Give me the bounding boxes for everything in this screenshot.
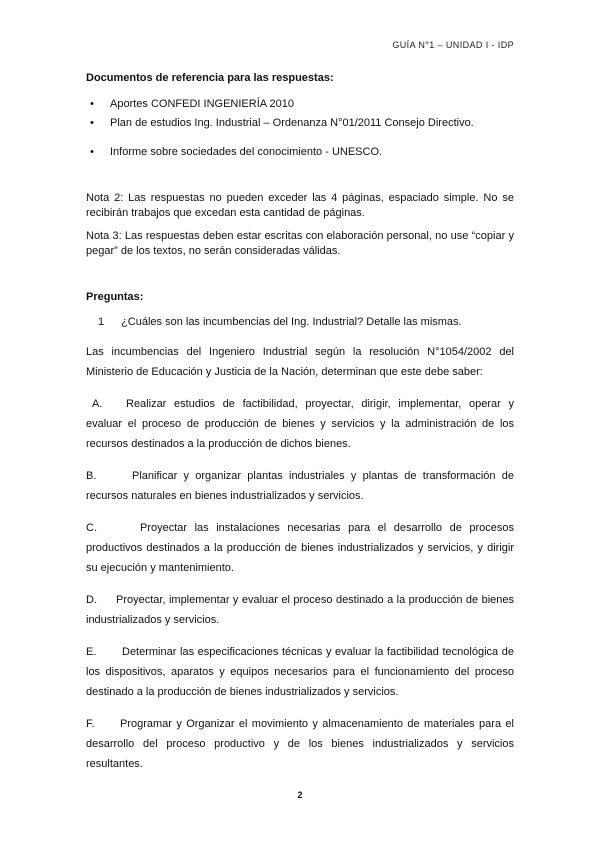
item-text: Realizar estudios de factibilidad, proyectar, dirigir, implementar, operar y evaluar el proceso de producción de bienes y servicios y la administración de los recursos destinados a la producción de dichos bienes. xyxy=(86,398,514,450)
question-number: 1 xyxy=(98,316,105,328)
questions-title: Preguntas: xyxy=(86,291,144,303)
incumbency-item-f xyxy=(86,714,514,774)
references-title: Documentos de referencia para las respuestas: xyxy=(86,72,334,84)
list-item xyxy=(86,96,514,112)
reference-text: Informe sobre sociedades del conocimiento - UNESCO. xyxy=(110,146,383,158)
item-text: Proyectar las instalaciones necesarias para el desarrollo de procesos productivos destinados a la producción de bienes industrializados y servicios, y dirigir su ejecución y mantenimiento. xyxy=(86,522,514,574)
item-letter: E. xyxy=(86,646,97,658)
reference-text: Plan de estudios Ing. Industrial – Ordenanza N°01/2011 Consejo Directivo. xyxy=(110,117,474,129)
bullet-icon: • xyxy=(90,146,94,158)
incumbency-item-e xyxy=(86,642,514,702)
answer-intro: Las incumbencias del Ingeniero Industrial según la resolución N°1054/2002 del Ministerio de Educación y Justicia de la Nación, determinan que este debe saber: xyxy=(86,346,514,378)
incumbency-item-b xyxy=(86,466,514,506)
bullet-icon: • xyxy=(90,117,94,129)
reference-text: Aportes CONFEDI INGENIERÍA 2010 xyxy=(110,98,295,110)
item-letter: D. xyxy=(86,594,97,606)
note-3: Nota 3: Las respuestas deben estar escritas con elaboración personal, no use “copiar y pegar” de los textos, no serán consideradas válidas. xyxy=(86,230,514,257)
item-text: Planificar y organizar plantas industriales y plantas de transformación de recursos naturales en bienes industrializados y servicios. xyxy=(86,470,514,502)
references-list xyxy=(86,96,514,160)
incumbency-item-a xyxy=(86,394,514,454)
item-letter: C. xyxy=(86,522,97,534)
item-letter: F. xyxy=(86,718,95,730)
note-2: Nota 2: Las respuestas no pueden exceder las 4 páginas, espaciado simple. No se recibirán trabajos que excedan esta cantidad de páginas. xyxy=(86,192,514,219)
item-letter: A. xyxy=(92,398,103,410)
question-1 xyxy=(86,315,514,330)
bullet-icon: • xyxy=(90,98,94,110)
item-text: Programar y Organizar el movimiento y almacenamiento de materiales para el desarrollo del proceso productivo y de los bienes industrializados y servicios resultantes. xyxy=(86,718,514,770)
page-number: 2 xyxy=(297,790,303,800)
item-text: Determinar las especificaciones técnicas y evaluar la factibilidad tecnológica de los dispositivos, aparatos y equipos necesarios para el funcionamiento del proceso destinado a la producción de bienes industrializados y servicios. xyxy=(86,646,514,698)
document-body xyxy=(86,72,514,774)
list-item xyxy=(86,115,514,131)
incumbency-item-d xyxy=(86,590,514,630)
incumbency-item-c xyxy=(86,518,514,578)
page-header: GUÍA N°1 – UNIDAD I - IDP xyxy=(392,40,514,50)
question-text: ¿Cuáles son las incumbencias del Ing. Industrial? Detalle las mismas. xyxy=(121,316,462,328)
item-text: Proyectar, implementar y evaluar el proceso destinado a la producción de bienes industrializados y servicios. xyxy=(86,594,514,626)
list-item xyxy=(86,144,514,160)
item-letter: B. xyxy=(86,470,97,482)
